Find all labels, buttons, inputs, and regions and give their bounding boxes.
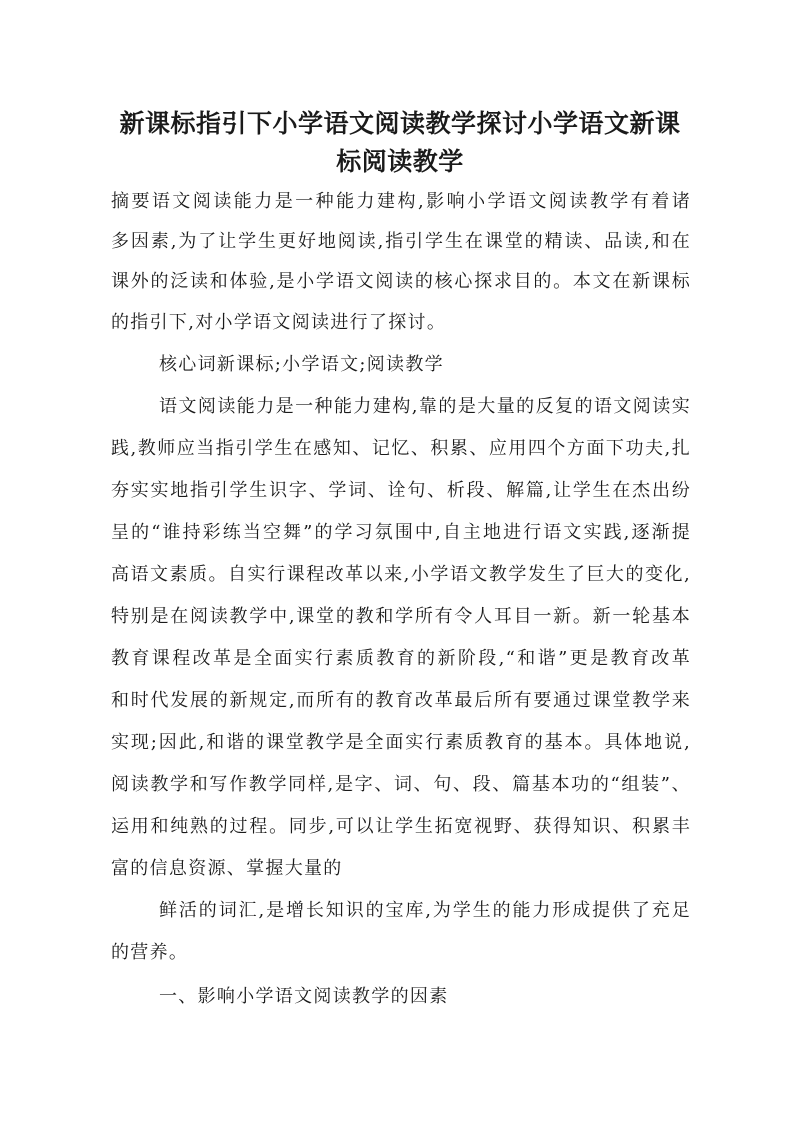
body-line-7: 教育课程改革是全面实行素质教育的新阶段,“和谐”更是教育改革 xyxy=(111,648,691,669)
abstract-line-3: 课外的泛读和体验,是小学语文阅读的核心探求目的。本文在新课标 xyxy=(111,271,691,292)
abstract-line-4: 的指引下,对小学语文阅读进行了探讨。 xyxy=(111,312,447,333)
body-line-6: 特别是在阅读教学中,课堂的教和学所有令人耳目一新。新一轮基本 xyxy=(111,606,691,627)
body-line-10: 阅读教学和写作教学同样,是字、词、句、段、篇基本功的“组装”、 xyxy=(111,774,691,795)
body-line-9: 实现;因此,和谐的课堂教学是全面实行素质教育的基本。具体地说, xyxy=(111,732,691,753)
body-line-4: 呈的“谁持彩练当空舞”的学习氛围中,自主地进行语文实践,逐渐提 xyxy=(111,522,691,543)
body-line-2: 践,教师应当指引学生在感知、记忆、积累、应用四个方面下功夫,扎 xyxy=(111,438,691,459)
body-line-8: 和时代发展的新规定,而所有的教育改革最后所有要通过课堂教学来 xyxy=(111,690,691,711)
section-heading-1: 一、影响小学语文阅读教学的因素 xyxy=(159,986,449,1007)
body-line-11: 运用和纯熟的过程。同步,可以让学生拓宽视野、获得知识、积累丰 xyxy=(111,816,691,837)
body-line-14: 的营养。 xyxy=(111,942,189,963)
document-title-line-1: 新课标指引下小学语文阅读教学探讨小学语文新课 xyxy=(119,109,681,138)
body-line-13: 鲜活的词汇,是增长知识的宝库,为学生的能力形成提供了充足 xyxy=(159,900,691,921)
keywords-line: 核心词新课标;小学语文;阅读教学 xyxy=(159,354,444,375)
body-line-12: 富的信息资源、掌握大量的 xyxy=(111,858,343,879)
body-line-1: 语文阅读能力是一种能力建构,靠的是大量的反复的语文阅读实 xyxy=(159,396,691,417)
abstract-line-2: 多因素,为了让学生更好地阅读,指引学生在课堂的精读、品读,和在 xyxy=(111,231,691,252)
document-title-line-2: 标阅读教学 xyxy=(336,147,464,176)
body-line-5: 高语文素质。自实行课程改革以来,小学语文教学发生了巨大的变化, xyxy=(111,564,691,585)
abstract-line-1: 摘要语文阅读能力是一种能力建构,影响小学语文阅读教学有着诸 xyxy=(111,191,691,212)
body-line-3: 夯实实地指引学生识字、学词、诠句、析段、解篇,让学生在杰出纷 xyxy=(111,480,691,501)
